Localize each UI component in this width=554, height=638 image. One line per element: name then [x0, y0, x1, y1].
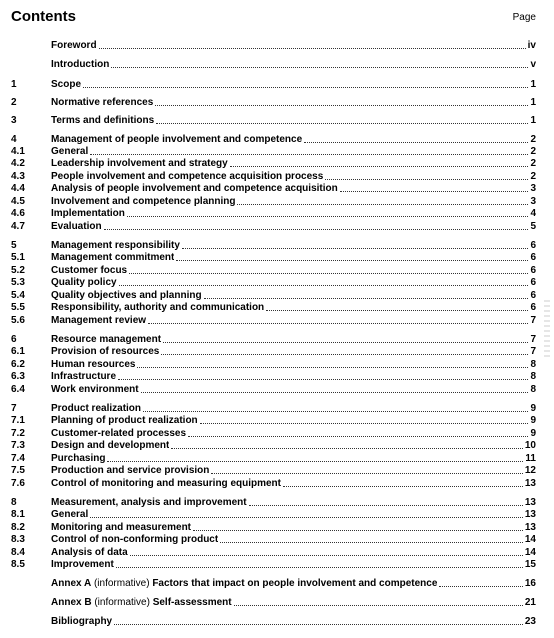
toc-entry[interactable] — [11, 240, 536, 252]
toc-entry-number: 4.4 — [11, 183, 25, 194]
toc-entry-number: 4.6 — [11, 208, 25, 219]
toc-entry-page-number: 6 — [530, 277, 536, 288]
toc-entry[interactable] — [11, 559, 536, 571]
toc-entry-page-number: 7 — [530, 334, 536, 345]
dot-leader — [230, 165, 529, 167]
toc-entry-page-number: 14 — [524, 547, 536, 558]
toc-entry-annex-type: (informative) — [91, 597, 153, 608]
toc-entry-number: 5.3 — [11, 277, 25, 288]
toc-entry-number: 1 — [11, 79, 17, 90]
toc-entry-title-text: Work environment — [51, 384, 139, 395]
toc-entry-page-number: 6 — [530, 302, 536, 313]
dot-leader — [118, 378, 528, 380]
dot-leader — [163, 341, 528, 343]
dot-leader — [107, 460, 523, 462]
toc-entry-page-number: iv — [527, 40, 536, 51]
toc-entry[interactable] — [11, 547, 536, 559]
toc-entry-page-number: 2 — [530, 171, 536, 182]
toc-entry[interactable] — [11, 403, 536, 415]
toc-entry-title-text: Management review — [51, 315, 147, 326]
toc-entry-title — [51, 534, 218, 546]
toc-entry-page-number: 23 — [524, 616, 536, 627]
toc-entry-title-text: Control of monitoring and measuring equipment — [51, 478, 281, 489]
toc-entry-number: 6.2 — [11, 359, 25, 370]
dot-leader — [130, 554, 523, 556]
toc-entry-title — [51, 453, 105, 465]
toc-entry-page-number: 1 — [530, 97, 536, 108]
toc-entry-title — [51, 40, 97, 52]
toc-entry-title — [51, 146, 88, 158]
dot-leader — [171, 447, 523, 449]
toc-entry-number: 3 — [11, 115, 17, 126]
toc-entry[interactable] — [11, 497, 536, 509]
toc-entry-number: 4.5 — [11, 196, 25, 207]
toc-entry-title-text: Control of non-conforming product — [51, 534, 219, 545]
toc-entry-title-text: Introduction — [51, 59, 110, 70]
toc-entry-title — [51, 265, 127, 277]
toc-entry-title — [51, 478, 281, 490]
dot-leader — [283, 485, 523, 487]
toc-entry-title-text: Management of people involvement and competence — [51, 134, 303, 145]
toc-entry-title-text: Analysis of data — [51, 547, 128, 558]
toc-entry-title-text: Provision of resources — [51, 346, 160, 357]
toc-entry-title-text: Improvement — [51, 559, 114, 570]
toc-entry-title-text: Planning of product realization — [51, 415, 198, 426]
scan-edge-mark — [544, 300, 550, 360]
toc-entry-page-number: 4 — [530, 208, 536, 219]
toc-entry-title — [51, 196, 235, 208]
toc-entry-title — [51, 371, 116, 383]
dot-leader — [325, 178, 528, 180]
toc-entry[interactable] — [11, 334, 536, 346]
toc-entry-title — [51, 315, 146, 327]
toc-entry-page-number: v — [530, 59, 536, 70]
toc-entry-number: 7.1 — [11, 415, 25, 426]
toc-entry-title-text: Annex B — [51, 597, 92, 608]
toc-entry[interactable] — [11, 578, 536, 590]
toc-entry-number: 5.1 — [11, 252, 25, 263]
toc-entry-title — [51, 79, 81, 91]
toc-entry-title — [51, 158, 228, 170]
toc-entry-number: 8.1 — [11, 509, 25, 520]
dot-leader — [200, 422, 529, 424]
toc-entry-title-text: General — [51, 146, 89, 157]
page-title: Contents — [11, 8, 76, 25]
toc-entry-annex-type: (informative) — [91, 578, 153, 589]
toc-entry-page-number: 13 — [524, 478, 536, 489]
toc-entry-title-text: Customer focus — [51, 265, 128, 276]
dot-leader — [99, 47, 526, 49]
toc-entry[interactable] — [11, 221, 536, 233]
toc-entry-title — [51, 346, 159, 358]
toc-entry-number: 6.3 — [11, 371, 25, 382]
toc-entry-number: 8 — [11, 497, 17, 508]
dot-leader — [127, 215, 529, 217]
toc-entry-page-number: 8 — [530, 359, 536, 370]
toc-entry-annex-title: Factors that impact on people involvement and competence — [152, 578, 438, 589]
toc-entry-number: 4.1 — [11, 146, 25, 157]
toc-entry-page-number: 6 — [530, 290, 536, 301]
toc-entry-page-number: 7 — [530, 315, 536, 326]
toc-entry-page-number: 13 — [524, 522, 536, 533]
toc-entry-title-text: Terms and definitions — [51, 115, 155, 126]
toc-entry-number: 4.3 — [11, 171, 25, 182]
toc-entry-page-number: 1 — [530, 115, 536, 126]
toc-entry-number: 7.2 — [11, 428, 25, 439]
dot-leader — [161, 353, 528, 355]
toc-entry-title-text: Involvement and competence planning — [51, 196, 236, 207]
toc-entry[interactable] — [11, 265, 536, 277]
toc-entry[interactable] — [11, 415, 536, 427]
toc-entry-title — [51, 115, 154, 127]
dot-leader — [83, 86, 528, 88]
dot-leader — [188, 435, 528, 437]
toc-entry-number: 4 — [11, 134, 17, 145]
toc-entry-title-text: Implementation — [51, 208, 125, 219]
toc-entry-title — [51, 403, 141, 415]
toc-entry[interactable] — [11, 134, 536, 146]
toc-entry-title-text: Monitoring and measurement — [51, 522, 192, 533]
toc-entry-page-number: 6 — [530, 240, 536, 251]
toc-entry[interactable] — [11, 277, 536, 289]
toc-entry-page-number: 21 — [524, 597, 536, 608]
toc-entry-number: 8.3 — [11, 534, 25, 545]
dot-leader — [90, 153, 528, 155]
dot-leader — [237, 203, 528, 205]
toc-entry-page-number: 12 — [524, 465, 536, 476]
toc-entry[interactable] — [11, 597, 536, 609]
dot-leader — [204, 297, 529, 299]
toc-entry[interactable] — [11, 196, 536, 208]
toc-entry[interactable] — [11, 79, 536, 91]
toc-entry-page-number: 13 — [524, 509, 536, 520]
toc-entry-title — [51, 497, 247, 509]
toc-entry-title — [51, 578, 437, 590]
toc-entry-title-text: Responsibility, authority and communication — [51, 302, 265, 313]
toc-entry-number: 7 — [11, 403, 17, 414]
dot-leader — [129, 272, 528, 274]
toc-entry[interactable] — [11, 302, 536, 314]
toc-entry-title-text: Scope — [51, 79, 82, 90]
toc-entry-page-number: 3 — [530, 196, 536, 207]
toc-entry-page-number: 2 — [530, 134, 536, 145]
toc-entry-title-text: People involvement and competence acquisition process — [51, 171, 324, 182]
dot-leader — [119, 284, 529, 286]
toc-entry[interactable] — [11, 40, 536, 52]
toc-entry-page-number: 2 — [530, 146, 536, 157]
toc-entry-page-number: 2 — [530, 158, 536, 169]
toc-entry-title — [51, 97, 153, 109]
toc-entry-page-number: 11 — [525, 453, 536, 464]
toc-entry[interactable] — [11, 478, 536, 490]
toc-entry-title-text: Annex A — [51, 578, 92, 589]
toc-entry-title — [51, 171, 323, 183]
toc-entry-title-text: Purchasing — [51, 453, 106, 464]
toc-entry-number: 5.2 — [11, 265, 25, 276]
toc-entry[interactable] — [11, 208, 536, 220]
toc-entry-title-text: Management responsibility — [51, 240, 180, 251]
toc-entry-title-text: Quality objectives and planning — [51, 290, 202, 301]
toc-entry-title — [51, 59, 109, 71]
toc-entry[interactable] — [11, 616, 536, 628]
dot-leader — [114, 623, 523, 625]
dot-leader — [234, 604, 523, 606]
page-column-label: Page — [512, 12, 536, 23]
toc-entry[interactable] — [11, 384, 536, 396]
toc-entry[interactable] — [11, 59, 536, 71]
contents-header — [11, 8, 536, 28]
toc-entry-page-number: 9 — [530, 428, 536, 439]
toc-entry-number: 2 — [11, 97, 17, 108]
toc-entry[interactable] — [11, 290, 536, 302]
toc-entry[interactable] — [11, 252, 536, 264]
toc-entry-title — [51, 240, 180, 252]
toc-entry-title — [51, 359, 135, 371]
dot-leader — [266, 309, 528, 311]
toc-entry[interactable] — [11, 453, 536, 465]
toc-entry-page-number: 10 — [524, 440, 536, 451]
toc-entry[interactable] — [11, 509, 536, 521]
toc-entry-title — [51, 522, 191, 534]
dot-leader — [111, 66, 528, 68]
toc-entry[interactable] — [11, 359, 536, 371]
toc-entry-number: 8.4 — [11, 547, 25, 558]
toc-entry-title-text: Resource management — [51, 334, 162, 345]
toc-entry-title — [51, 415, 198, 427]
toc-entry[interactable] — [11, 115, 536, 127]
toc-entry-title-text: Human resources — [51, 359, 136, 370]
toc-entry-title-text: Evaluation — [51, 221, 102, 232]
dot-leader — [116, 566, 523, 568]
dot-leader — [137, 366, 528, 368]
toc-entry-title-text: Measurement, analysis and improvement — [51, 497, 247, 508]
toc-entry-title — [51, 290, 202, 302]
toc-entry[interactable] — [11, 440, 536, 452]
toc-entry-title — [51, 277, 117, 289]
toc-entry-page-number: 1 — [530, 79, 536, 90]
toc-entry-number: 4.2 — [11, 158, 25, 169]
toc-entry-page-number: 5 — [530, 221, 536, 232]
toc-entry-page-number: 8 — [530, 384, 536, 395]
toc-entry-number: 8.2 — [11, 522, 25, 533]
toc-entry-title — [51, 183, 338, 195]
toc-entry-page-number: 15 — [524, 559, 536, 570]
toc-entry-number: 5.4 — [11, 290, 25, 301]
toc-entry-title-text: Management commitment — [51, 252, 175, 263]
toc-entry-page-number: 3 — [530, 183, 536, 194]
dot-leader — [148, 322, 528, 324]
toc-entry-title-text: Bibliography — [51, 616, 113, 627]
dot-leader — [193, 529, 523, 531]
toc-entry-title — [51, 465, 209, 477]
dot-leader — [141, 391, 529, 393]
toc-entry-title-text: Design and development — [51, 440, 170, 451]
dot-leader — [304, 141, 528, 143]
toc-entry-title — [51, 302, 264, 314]
toc-entry-title — [51, 440, 169, 452]
toc-entry[interactable] — [11, 171, 536, 183]
toc-entry[interactable] — [11, 465, 536, 477]
dot-leader — [211, 472, 523, 474]
toc-entry-number: 7.3 — [11, 440, 25, 451]
dot-leader — [155, 104, 528, 106]
toc-entry[interactable] — [11, 534, 536, 546]
toc-entry-annex-title: Self-assessment — [152, 597, 232, 608]
toc-entry-page-number: 9 — [530, 415, 536, 426]
toc-entry-title-text: General — [51, 509, 89, 520]
toc-entry-number: 7.4 — [11, 453, 25, 464]
dot-leader — [90, 516, 523, 518]
toc-entry-number: 5 — [11, 240, 17, 251]
toc-entry[interactable] — [11, 522, 536, 534]
toc-entry-page-number: 13 — [524, 497, 536, 508]
toc-entry-page-number: 14 — [524, 534, 536, 545]
dot-leader — [182, 247, 529, 249]
toc-entry-page-number: 16 — [524, 578, 536, 589]
toc-entry-title-text: Foreword — [51, 40, 97, 51]
dot-leader — [249, 504, 523, 506]
toc-entry[interactable] — [11, 346, 536, 358]
toc-entry-title — [51, 616, 112, 628]
toc-entry[interactable] — [11, 315, 536, 327]
toc-entry-title — [51, 134, 302, 146]
toc-entry-number: 8.5 — [11, 559, 25, 570]
toc-entry-title-text: Product realization — [51, 403, 142, 414]
toc-entry-title — [51, 221, 102, 233]
toc-entry-number: 7.5 — [11, 465, 25, 476]
toc-entry-title — [51, 208, 125, 220]
toc-entry-title — [51, 509, 88, 521]
toc-entry-title — [51, 547, 128, 559]
toc-entry-number: 5.6 — [11, 315, 25, 326]
toc-entry[interactable] — [11, 146, 536, 158]
toc-entry-title — [51, 384, 139, 396]
toc-entry[interactable] — [11, 158, 536, 170]
toc-entry[interactable] — [11, 97, 536, 109]
dot-leader — [143, 410, 528, 412]
toc-entry-title-text: Customer-related processes — [51, 428, 187, 439]
toc-entry-page-number: 6 — [530, 252, 536, 263]
toc-entry-title — [51, 559, 114, 571]
toc-entry-title-text: Infrastructure — [51, 371, 117, 382]
toc-entry[interactable] — [11, 428, 536, 440]
toc-entry-page-number: 9 — [530, 403, 536, 414]
toc-entry-number: 7.6 — [11, 478, 25, 489]
toc-entry-page-number: 8 — [530, 371, 536, 382]
toc-entry-title-text: Leadership involvement and strategy — [51, 158, 228, 169]
toc-entry-page-number: 6 — [530, 265, 536, 276]
toc-entry-title-text: Analysis of people involvement and competence acquisition — [51, 183, 338, 194]
toc-entry-number: 6.4 — [11, 384, 25, 395]
toc-entry-title-text: Production and service provision — [51, 465, 210, 476]
dot-leader — [340, 190, 529, 192]
toc-entry-page-number: 7 — [530, 346, 536, 357]
toc-entry-number: 6 — [11, 334, 17, 345]
dot-leader — [156, 122, 528, 124]
toc-entry-title — [51, 334, 161, 346]
dot-leader — [176, 259, 528, 261]
toc-entry-title — [51, 252, 174, 264]
toc-entry-title-text: Normative references — [51, 97, 154, 108]
toc-entry-title — [51, 428, 186, 440]
toc-entry-title-text: Quality policy — [51, 277, 117, 288]
toc-entry-number: 5.5 — [11, 302, 25, 313]
toc-entry[interactable] — [11, 371, 536, 383]
toc-entry[interactable] — [11, 183, 536, 195]
dot-leader — [220, 541, 523, 543]
toc-entry-title — [51, 597, 232, 609]
dot-leader — [439, 585, 522, 587]
toc-entry-number: 6.1 — [11, 346, 25, 357]
dot-leader — [104, 228, 529, 230]
toc-entry-number: 4.7 — [11, 221, 25, 232]
